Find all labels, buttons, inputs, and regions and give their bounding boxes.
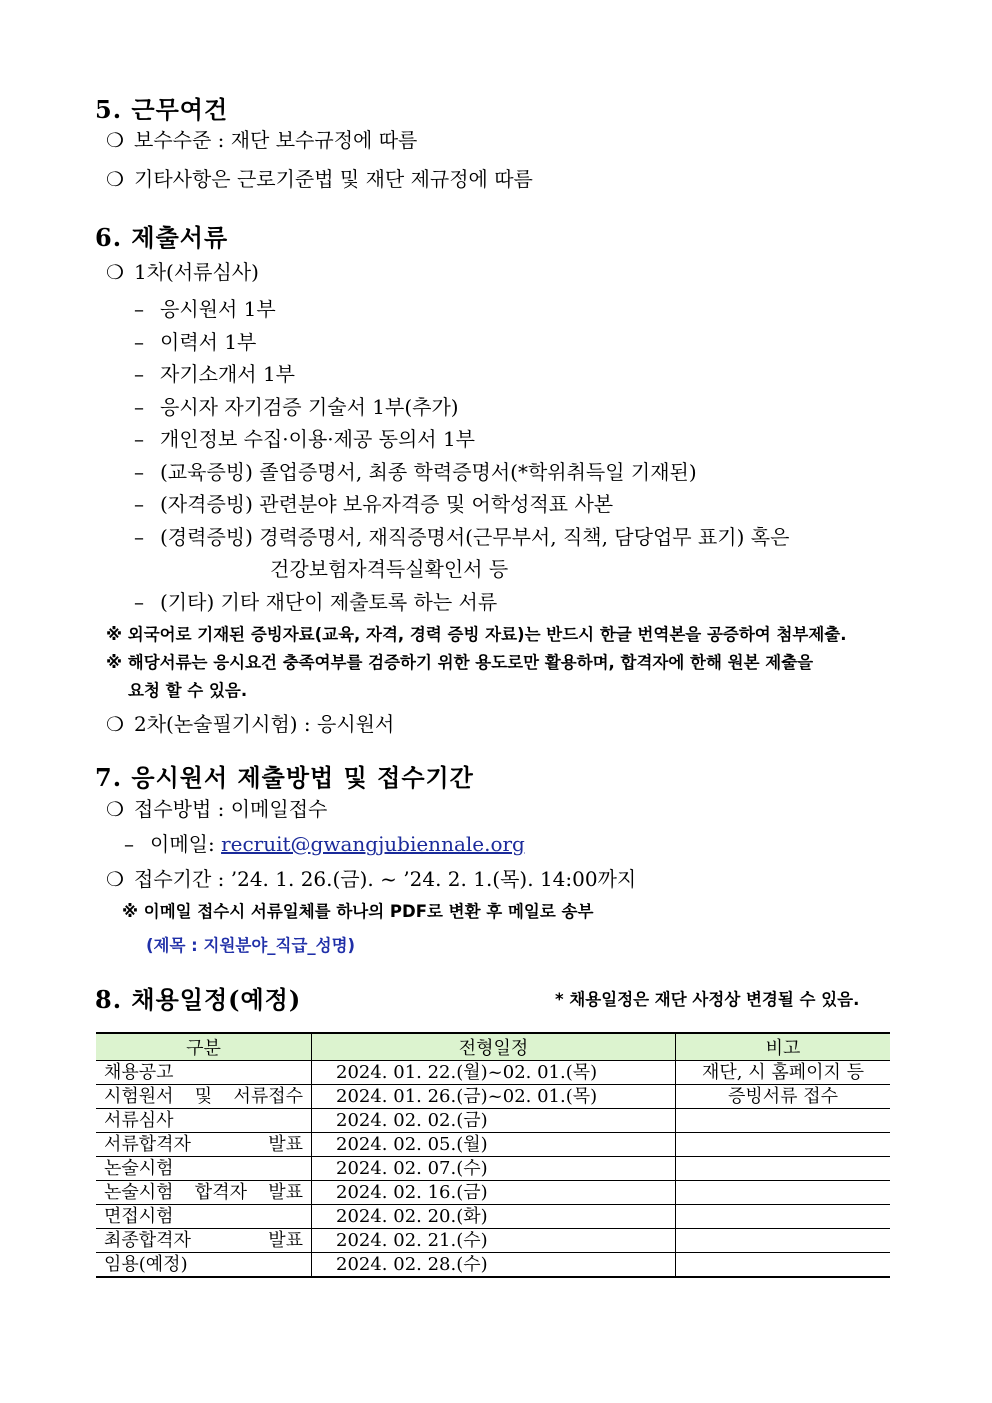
dash-icon: – — [124, 832, 134, 856]
circle-bullet-icon: ❍ — [106, 260, 124, 284]
dash-icon: – — [134, 427, 144, 451]
doc-item — [134, 488, 613, 517]
table-row — [96, 1133, 890, 1157]
row-date: 2024. 02. 05.(월) — [312, 1133, 676, 1157]
list-item — [106, 863, 636, 892]
dash-icon: – — [134, 297, 144, 321]
doc-item — [134, 586, 497, 615]
row-remark — [676, 1157, 891, 1181]
circle-bullet-icon: ❍ — [106, 128, 124, 152]
sec5-item-1: 보수수준 : 재단 보수규정에 따름 — [134, 128, 418, 152]
list-item — [106, 256, 259, 285]
dash-icon: – — [134, 395, 144, 419]
dash-icon: – — [134, 492, 144, 516]
sec5-item-2: 기타사항은 근로기준법 및 재단 제규정에 따름 — [134, 167, 533, 191]
row-category: 채용공고 — [96, 1061, 312, 1085]
row-date: 2024. 02. 21.(수) — [312, 1229, 676, 1253]
dash-icon: – — [134, 590, 144, 614]
submission-method: 접수방법 : 이메일접수 — [134, 797, 328, 821]
doc-text: 개인정보 수집·이용·제공 동의서 1부 — [160, 427, 475, 451]
sec6-second-stage: 2차(논술필기시험) : 응시원서 — [134, 712, 395, 736]
original-docs-note-cont: 요청 할 수 있음. — [128, 681, 248, 700]
table-header-row — [96, 1033, 890, 1061]
header-schedule: 전형일정 — [312, 1033, 676, 1061]
pdf-note: ※ 이메일 접수시 서류일체를 하나의 PDF로 변환 후 메일로 송부 — [122, 902, 594, 921]
list-item — [106, 124, 417, 153]
email-line — [124, 828, 525, 857]
table-row — [96, 1181, 890, 1205]
row-remark: 재단, 시 홈페이지 등 — [676, 1061, 891, 1085]
dash-icon: – — [134, 460, 144, 484]
row-category: 서류심사 — [96, 1109, 312, 1133]
circle-bullet-icon: ❍ — [106, 797, 124, 821]
row-category: 시험원서 및 서류접수 — [96, 1085, 312, 1109]
row-remark — [676, 1181, 891, 1205]
circle-bullet-icon: ❍ — [106, 167, 124, 191]
doc-text: 응시자 자기검증 기술서 1부(추가) — [160, 395, 459, 419]
doc-item — [134, 521, 789, 550]
table-row — [96, 1205, 890, 1229]
dash-icon: – — [134, 330, 144, 354]
row-category: 최종합격자 발표 — [96, 1229, 312, 1253]
submission-period: 접수기간 : ’24. 1. 26.(금). ~ ’24. 2. 1.(목). 14:00까지 — [134, 867, 637, 891]
table-row — [96, 1061, 890, 1085]
foreign-docs-note: ※ 외국어로 기재된 증빙자료(교육, 자격, 경력 증빙 자료)는 반드시 한글 번역본을 공증하여 첨부제출. — [106, 625, 847, 644]
section-7-title: 7. 응시원서 제출방법 및 접수기간 — [95, 763, 474, 792]
table-row — [96, 1229, 890, 1253]
doc-text: (교육증빙) 졸업증명서, 최종 학력증명서(*학위취득일 기재된) — [160, 460, 697, 484]
section-6-title: 6. 제출서류 — [95, 223, 229, 252]
row-remark: 증빙서류 접수 — [676, 1085, 891, 1109]
sec6-first-stage: 1차(서류심사) — [134, 260, 259, 284]
table-row — [96, 1253, 890, 1278]
row-remark — [676, 1133, 891, 1157]
row-date: 2024. 01. 22.(월)~02. 01.(목) — [312, 1061, 676, 1085]
section-5-title: 5. 근무여건 — [95, 95, 229, 124]
doc-text: (경력증빙) 경력증명서, 재직증명서(근무부서, 직책, 담당업무 표기) 혹은 — [160, 525, 790, 549]
dash-icon: – — [134, 362, 144, 386]
dash-icon: – — [134, 525, 144, 549]
section-8-title: 8. 채용일정(예정) — [95, 985, 302, 1014]
circle-bullet-icon: ❍ — [106, 712, 124, 736]
row-date: 2024. 02. 02.(금) — [312, 1109, 676, 1133]
row-date: 2024. 02. 07.(수) — [312, 1157, 676, 1181]
doc-item — [134, 293, 276, 322]
row-remark — [676, 1253, 891, 1278]
row-category: 임용(예정) — [96, 1253, 312, 1278]
row-category: 논술시험 — [96, 1157, 312, 1181]
table-row — [96, 1085, 890, 1109]
row-date: 2024. 02. 20.(화) — [312, 1205, 676, 1229]
doc-text: 이력서 1부 — [160, 330, 257, 354]
original-docs-note: ※ 해당서류는 응시요건 충족여부를 검증하기 위한 용도로만 활용하며, 합격자에 한해 원본 제출을 — [106, 653, 814, 672]
doc-item — [134, 358, 295, 387]
row-date: 2024. 02. 16.(금) — [312, 1181, 676, 1205]
email-link[interactable]: recruit@gwangjubiennale.org — [221, 832, 525, 856]
row-category: 면접시험 — [96, 1205, 312, 1229]
doc-item — [134, 326, 256, 355]
doc-item — [134, 391, 459, 420]
doc-text: 응시원서 1부 — [160, 297, 276, 321]
row-category: 논술시험 합격자 발표 — [96, 1181, 312, 1205]
row-remark — [676, 1229, 891, 1253]
row-category: 서류합격자 발표 — [96, 1133, 312, 1157]
list-item — [106, 163, 533, 192]
circle-bullet-icon: ❍ — [106, 867, 124, 891]
row-remark — [676, 1205, 891, 1229]
row-remark — [676, 1109, 891, 1133]
schedule-table — [96, 1032, 890, 1278]
list-item — [106, 708, 394, 737]
list-item — [106, 793, 327, 822]
doc-text: (기타) 기타 재단이 제출토록 하는 서류 — [160, 590, 498, 614]
doc-text: 자기소개서 1부 — [160, 362, 296, 386]
header-category: 구분 — [96, 1033, 312, 1061]
email-subject-format: (제목 : 지원분야_직급_성명) — [146, 936, 356, 955]
header-remarks: 비고 — [676, 1033, 891, 1061]
doc-item-continued: 건강보험자격득실확인서 등 — [270, 557, 509, 581]
email-label: 이메일: — [150, 832, 215, 856]
doc-text: (자격증빙) 관련분야 보유자격증 및 어학성적표 사본 — [160, 492, 614, 516]
doc-item — [134, 423, 475, 452]
table-row — [96, 1109, 890, 1133]
row-date: 2024. 01. 26.(금)~02. 01.(목) — [312, 1085, 676, 1109]
doc-item — [134, 456, 697, 485]
row-date: 2024. 02. 28.(수) — [312, 1253, 676, 1278]
table-row — [96, 1157, 890, 1181]
schedule-change-note: * 채용일정은 재단 사정상 변경될 수 있음. — [555, 990, 860, 1009]
